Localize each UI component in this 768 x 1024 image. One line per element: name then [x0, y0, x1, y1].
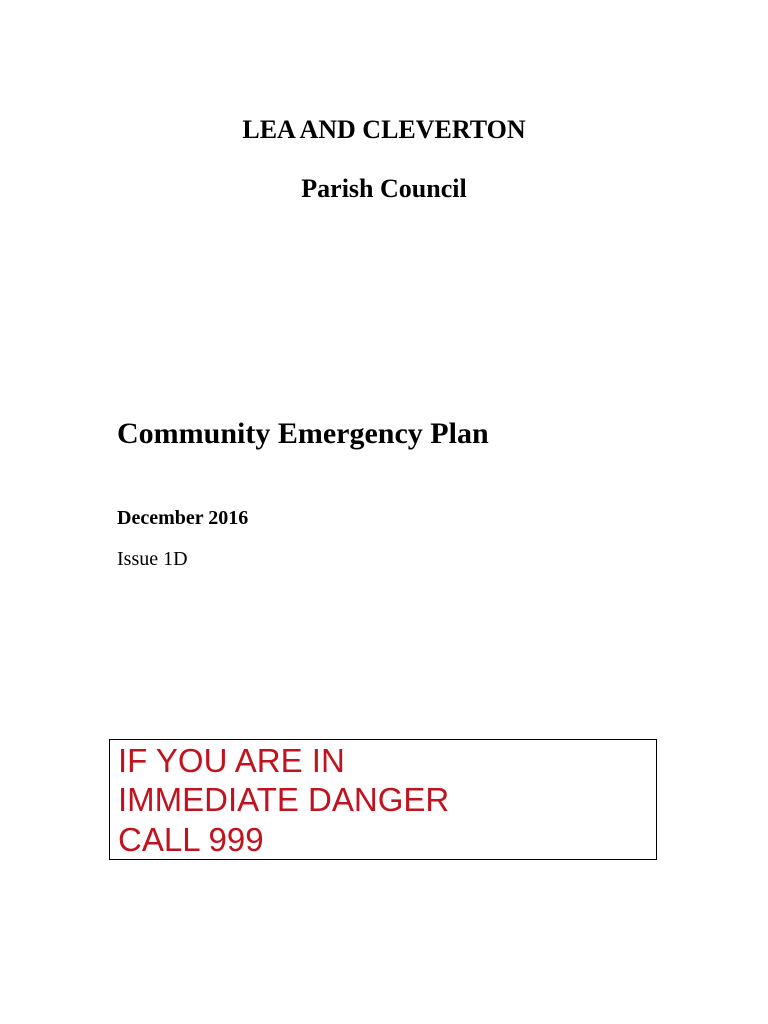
organisation-name: LEA AND CLEVERTON	[242, 115, 526, 144]
document-date: December 2016	[117, 507, 249, 529]
organisation-subtitle: Parish Council	[301, 174, 467, 203]
document-title: Community Emergency Plan	[117, 417, 489, 450]
warning-line-3: CALL 999	[118, 821, 264, 858]
warning-line-2: IMMEDIATE DANGER	[118, 781, 450, 818]
warning-line-1: IF YOU ARE IN	[118, 742, 345, 779]
emergency-warning-box	[109, 739, 657, 860]
document-issue: Issue 1D	[117, 548, 188, 570]
